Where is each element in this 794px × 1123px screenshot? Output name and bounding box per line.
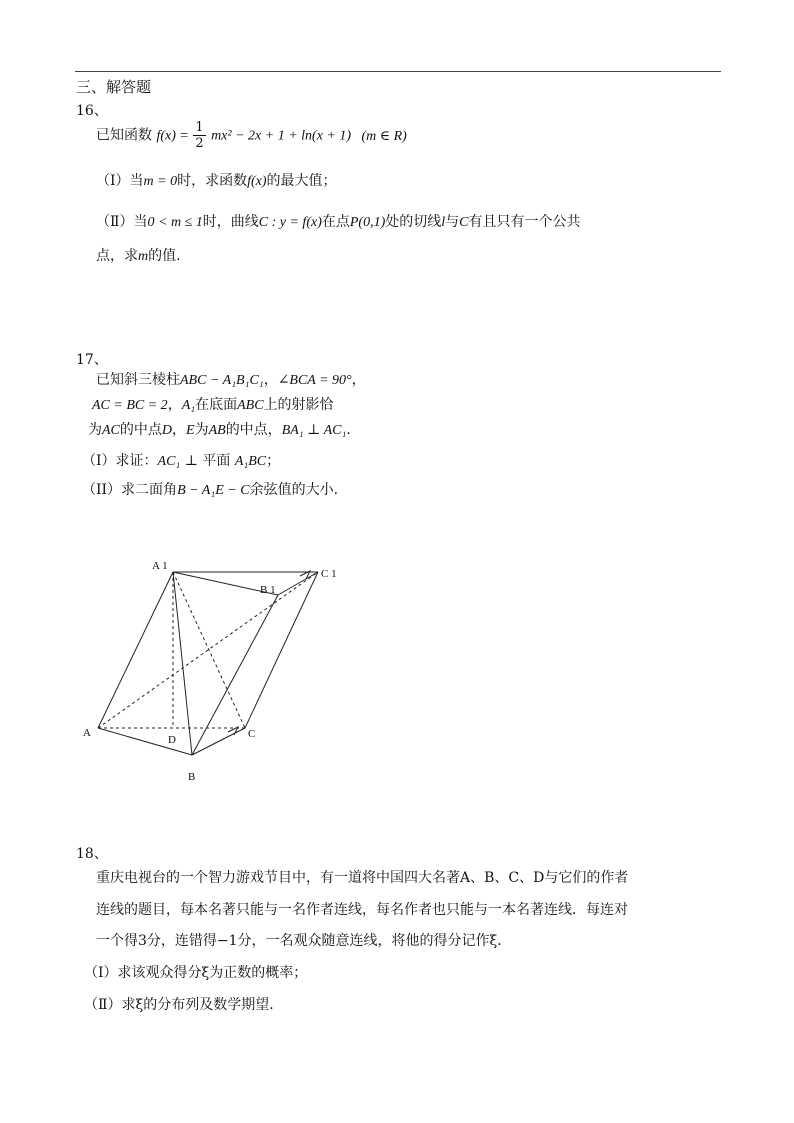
q17-line2: AC = BC = 2，A₁在底面ABC上的射影恰 <box>92 397 334 413</box>
segment-a1-c <box>173 572 245 728</box>
edge-b-b1 <box>192 595 278 755</box>
edge-b-c <box>192 728 245 755</box>
q18-number: 18、 <box>76 846 108 862</box>
q16-statement: 已知函数 f(x) = $\frac{1}{2}$ mx² − 2x + 1 + ln(x + 1) (m ∈ R) <box>96 120 407 151</box>
section-title: 三、解答题 <box>76 78 152 96</box>
q16-part2-line2: 点，求m的值. <box>96 248 181 264</box>
edge-b1-c1 <box>278 572 318 595</box>
segment-a-c1 <box>98 572 318 728</box>
q16-part2: （Ⅱ）当0 < m ≤ 1时，曲线C : y = f(x)在点P(0,1)处的切线l与C有且只有一个公共 <box>96 214 581 230</box>
q17-line1: 已知斜三棱柱ABC − A₁B₁C₁，∠BCA = 90°， <box>96 372 366 388</box>
q17-line3: 为AC的中点D，E为AB的中点，BA₁ ⊥ AC₁. <box>88 422 351 438</box>
q18-line2: 连线的题目，每本名著只能与一名作者连线，每名作者也只能与一本名著连线．每连对 <box>96 902 628 918</box>
label-b: B <box>188 771 196 783</box>
q16-part1: （Ⅰ）当m = 0时，求函数f(x)的最大值； <box>96 173 337 189</box>
q18-part2: （Ⅱ）求ξ的分布列及数学期望． <box>84 997 284 1013</box>
label-c1: C 1 <box>321 568 337 580</box>
q17-part1: （I）求证：AC₁ ⊥ 平面 A₁BC； <box>82 453 281 469</box>
edge-c-c1 <box>245 572 318 728</box>
q18-line3: 一个得3分，连错得−1分，一名观众随意连线，将他的得分记作ξ． <box>96 933 512 949</box>
edge-a-a1 <box>98 572 173 728</box>
q16-number: 16、 <box>76 103 108 119</box>
label-d: D <box>168 734 176 746</box>
label-a1: A 1 <box>152 560 168 572</box>
q17-part2: （II）求二面角B − A₁E − C余弦值的大小. <box>82 482 339 498</box>
q16-formula-fx: f(x) = <box>156 128 193 144</box>
label-b1: B 1 <box>260 584 276 596</box>
label-c: C <box>248 728 256 740</box>
q16-formula-rest: mx² − 2x + 1 + ln(x + 1) <box>211 128 352 144</box>
q18-part1: （Ⅰ）求该观众得分ξ为正数的概率； <box>84 965 308 981</box>
q18-line1: 重庆电视台的一个智力游戏节目中，有一道将中国四大名著A、B、C、D与它们的作者 <box>96 870 629 886</box>
q16-fraction: $\frac{1}{2}$ <box>195 120 204 151</box>
edge-a-b <box>98 728 192 755</box>
top-rule <box>75 71 721 72</box>
q17-number: 17、 <box>76 352 108 368</box>
prism-figure <box>70 555 370 795</box>
label-a: A <box>83 727 91 739</box>
q16-condition: (m ∈ R) <box>361 128 407 144</box>
